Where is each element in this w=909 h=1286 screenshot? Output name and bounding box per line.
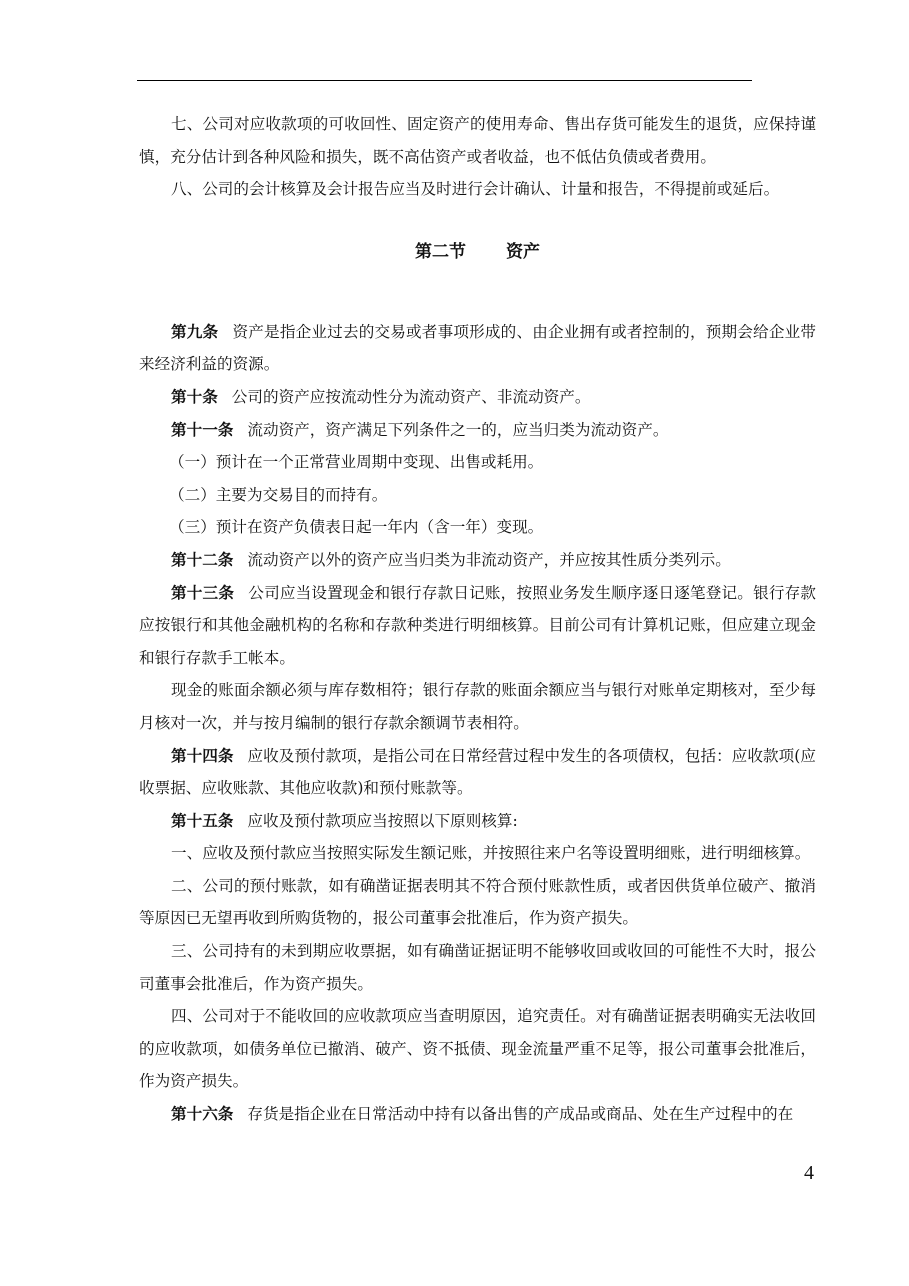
list-item: （二）主要为交易目的而持有。 xyxy=(169,485,388,504)
article-text: 应收及预付款项应当按照以下原则核算: xyxy=(247,811,518,830)
article-11 xyxy=(139,414,816,447)
section-title: 资产 xyxy=(506,241,540,262)
article-9 xyxy=(139,316,816,381)
document-body xyxy=(139,108,816,1131)
article-12 xyxy=(139,544,816,577)
article-text: 存货是指企业在日常活动中持有以备出售的产成品或商品、处在生产过程中的在 xyxy=(247,1105,794,1124)
article-label: 第十二条 xyxy=(171,549,234,569)
list-item: 四、公司对于不能收回的应收款项应当查明原因，追究责任。对有确凿证据表明确实无法收回的应收款项，如债务单位已撤消、破产、资不抵债、现金流量严重不足等，报公司董事会批准后，作为资产损失。 xyxy=(139,1007,816,1091)
list-item: （一）预计在一个正常营业周期中变现、出售或耗用。 xyxy=(169,453,544,472)
section-number: 第二节 xyxy=(415,241,466,262)
article-14 xyxy=(139,740,816,805)
article-13 xyxy=(139,577,816,675)
page-number: 4 xyxy=(804,1162,814,1184)
article-16 xyxy=(139,1098,816,1131)
list-item: 一、应收及预付款应当按照实际发生额记账，并按照往来户名等设置明细账，进行明细核算。 xyxy=(171,844,811,863)
article-text: 资产是指企业过去的交易或者事项形成的、由企业拥有或者控制的，预期会给企业带来经济利益的资源。 xyxy=(139,322,816,374)
list-item: 三、公司持有的未到期应收票据，如有确凿证据证明不能够收回或收回的可能性不大时，报公司董事会批准后，作为资产损失。 xyxy=(139,942,816,993)
article-label: 第十四条 xyxy=(171,745,234,765)
article-label: 第十六条 xyxy=(171,1104,234,1124)
article-15 xyxy=(139,805,816,838)
article-13-continued: 现金的账面余额必须与库存数相符；银行存款的账面余额应当与银行对账单定期核对，至少每月核对一次，并与按月编制的银行存款余额调节表相符。 xyxy=(139,681,816,732)
section-heading xyxy=(139,235,816,269)
article-text: 应收及预付款项，是指公司在日常经营过程中发生的各项债权，包括：应收款项(应收票据、应收账款、其他应收款)和预付账款等。 xyxy=(139,746,816,798)
article-text: 公司应当设置现金和银行存款日记账，按照业务发生顺序逐日逐笔登记。银行存款应按银行和其他金融机构的名称和存款种类进行明细核算。目前公司有计算机记账，但应建立现金和银行存款手工帐本。 xyxy=(139,583,816,667)
paragraph-seven: 七、公司对应收款项的可收回性、固定资产的使用寿命、售出存货可能发生的退货，应保持谨慎，充分估计到各种风险和损失，既不高估资产或者收益，也不低估负债或者费用。 xyxy=(139,115,816,166)
paragraph-eight: 八、公司的会计核算及会计报告应当及时进行会计确认、计量和报告，不得提前或延后。 xyxy=(171,180,780,199)
article-text: 流动资产以外的资产应当归类为非流动资产，并应按其性质分类列示。 xyxy=(247,550,731,569)
article-label: 第十三条 xyxy=(171,582,235,602)
article-label: 第十条 xyxy=(171,386,218,406)
article-10 xyxy=(139,381,816,414)
article-text: 流动资产，资产满足下列条件之一的，应当归类为流动资产。 xyxy=(247,420,669,439)
list-item: 二、公司的预付账款，如有确凿证据表明其不符合预付账款性质，或者因供货单位破产、撤消等原因已无望再收到所购货物的，报公司董事会批准后，作为资产损失。 xyxy=(139,876,816,928)
article-label: 第十五条 xyxy=(171,810,234,830)
article-label: 第十一条 xyxy=(171,419,234,439)
article-label: 第九条 xyxy=(171,321,219,341)
header-rule xyxy=(137,80,752,81)
article-text: 公司的资产应按流动性分为流动资产、非流动资产。 xyxy=(231,387,591,406)
list-item: （三）预计在资产负债表日起一年内（含一年）变现。 xyxy=(169,518,544,537)
